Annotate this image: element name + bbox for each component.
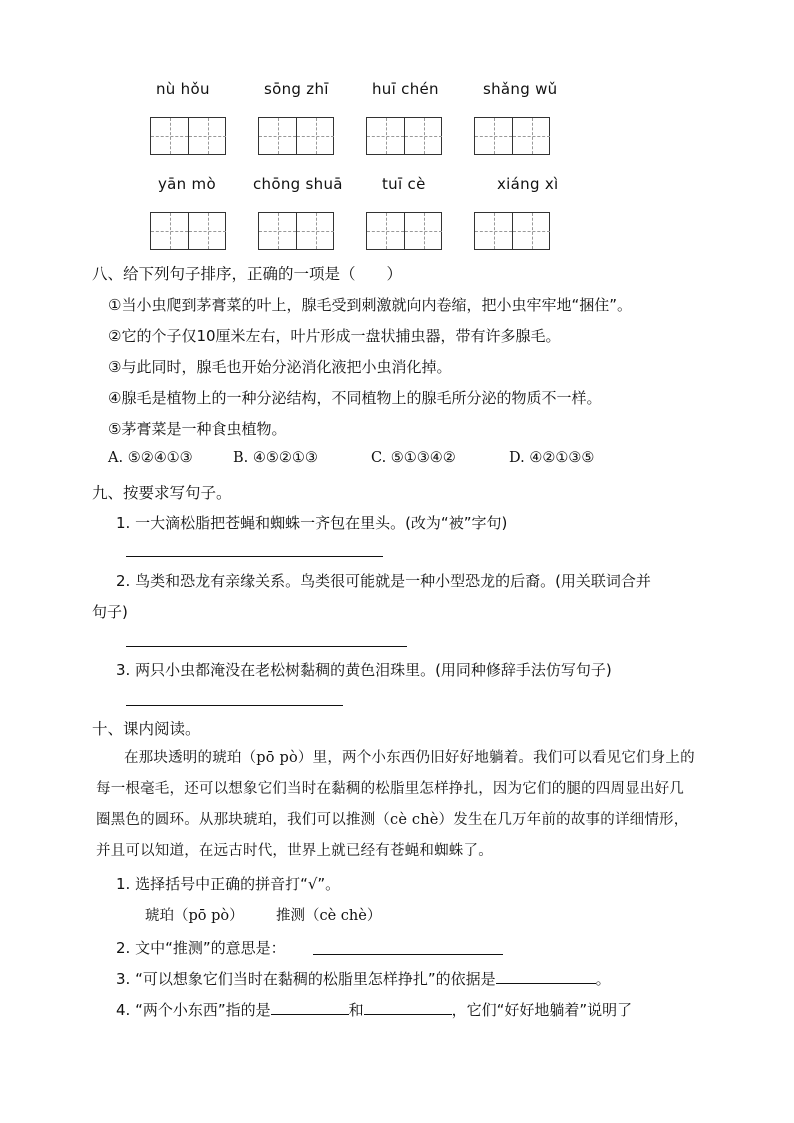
sentence-3: ③与此同时，腺毛也开始分泌消化液把小虫消化掉。 <box>108 358 452 376</box>
question-9-1: 1. 一大滴松脂把苍蝇和蜘蛛一齐包在里头。(改为“被”字句) <box>116 514 508 532</box>
sentence-4: ④腺毛是植物上的一种分泌结构，不同植物上的腺毛所分泌的物质不一样。 <box>108 389 602 407</box>
reading-passage <box>96 743 696 867</box>
question-10-3 <box>116 968 611 989</box>
pinyin-label: tuī cè <box>382 175 426 193</box>
pinyin-choice-tuice[interactable]: 推测（cè chè） <box>276 908 382 924</box>
writing-grid[interactable] <box>150 117 226 155</box>
question-text: 。 <box>595 970 611 988</box>
question-text: 3. “可以想象它们当时在黏稠的松脂里怎样挣扎”的依据是 <box>116 970 496 988</box>
pinyin-label: huī chén <box>372 80 439 98</box>
question-text: ，它们“好好地躺着”说明了 <box>451 1001 633 1019</box>
question-text: 4. “两个小东西”指的是 <box>116 1001 271 1019</box>
pinyin-label: chōng shuā <box>253 175 343 193</box>
pinyin-label: yān mò <box>158 175 216 193</box>
option-d[interactable]: D. ④②①③⑤ <box>509 450 595 466</box>
option-c[interactable]: C. ⑤①③④② <box>371 450 456 466</box>
question-10-4 <box>116 999 632 1020</box>
writing-grid[interactable] <box>258 212 334 250</box>
option-b[interactable]: B. ④⑤②①③ <box>233 450 318 466</box>
sentence-2: ②它的个子仅10厘米左右，叶片形成一盘状捕虫器，带有许多腺毛。 <box>108 327 561 345</box>
pinyin-label: shǎng wǔ <box>483 80 558 98</box>
option-a[interactable]: A. ⑤②④①③ <box>108 450 193 466</box>
question-9-2-cont: 句子) <box>92 603 128 621</box>
writing-grid[interactable] <box>474 212 550 250</box>
section-10-title: 十、课内阅读。 <box>92 720 201 738</box>
answer-blank[interactable] <box>271 1000 349 1015</box>
writing-grid[interactable] <box>366 212 442 250</box>
writing-grid[interactable] <box>258 117 334 155</box>
pinyin-label: nù hǒu <box>156 80 210 98</box>
question-10-1: 1. 选择括号中正确的拼音打“√”。 <box>116 875 341 893</box>
pinyin-label: xiáng xì <box>497 175 559 193</box>
question-9-3: 3. 两只小虫都淹没在老松树黏稠的黄色泪珠里。(用同种修辞手法仿写句子) <box>116 661 612 679</box>
question-10-2: 2. 文中“推测”的意思是： <box>116 939 286 957</box>
writing-grid[interactable] <box>474 117 550 155</box>
section-9-title: 九、按要求写句子。 <box>92 484 232 502</box>
sentence-5: ⑤茅膏菜是一种食虫植物。 <box>108 420 287 438</box>
writing-grid[interactable] <box>366 117 442 155</box>
passage-text: 在那块透明的琥珀（pō pò）里，两个小东西仍旧好好地躺着。我们可以看见它们身上的每一根毫毛，还可以想象它们当时在黏稠的松脂里怎样挣扎，因为它们的腿的四周显出好几圈黑色的圆环。从那块琥珀，我们可以推测（cè chè）发生在几万年前的故事的详细情形，并且可以知道，在远古时代，世界上就已经有苍蝇和蜘蛛了。 <box>96 750 695 859</box>
pinyin-label: sōng zhī <box>264 80 329 98</box>
pinyin-choice-hupo[interactable]: 琥珀（pō pò） <box>145 908 244 924</box>
answer-line[interactable] <box>126 556 383 557</box>
answer-blank[interactable] <box>496 969 596 984</box>
writing-grid[interactable] <box>150 212 226 250</box>
section-8-title: 八、给下列句子排序，正确的一项是（ ） <box>92 265 403 283</box>
question-9-2: 2. 鸟类和恐龙有亲缘关系。鸟类很可能就是一种小型恐龙的后裔。(用关联词合并 <box>116 572 651 590</box>
answer-line[interactable] <box>313 954 503 955</box>
sentence-1: ①当小虫爬到茅膏菜的叶上，腺毛受到刺激就向内卷缩，把小虫牢牢地“捆住”。 <box>108 296 632 314</box>
answer-line[interactable] <box>126 705 343 706</box>
answer-line[interactable] <box>126 646 407 647</box>
question-text: 和 <box>348 1001 364 1019</box>
answer-blank[interactable] <box>364 1000 452 1015</box>
